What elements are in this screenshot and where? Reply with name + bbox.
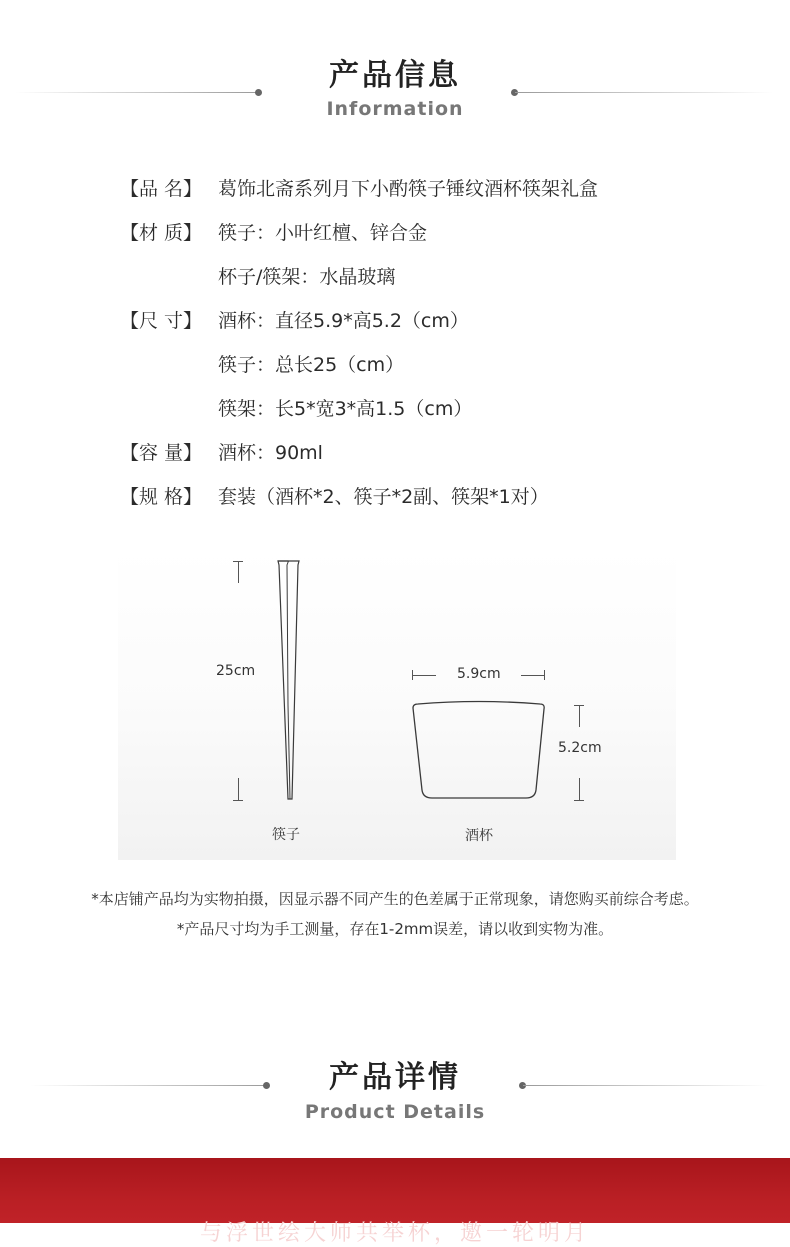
spec-row-size bbox=[120, 308, 469, 334]
spec-value: 筷子：小叶红檀、锌合金 bbox=[218, 222, 428, 244]
spec-value: 筷架：长5*宽3*高1.5（cm） bbox=[218, 398, 473, 420]
spec-row-size-3 bbox=[120, 396, 472, 422]
cup-width-label: 5.9cm bbox=[457, 666, 501, 682]
info-rule-left-dot bbox=[255, 89, 262, 96]
chopsticks-drawing bbox=[270, 555, 310, 805]
spec-value: 酒杯：直径5.9*高5.2（cm） bbox=[218, 310, 469, 332]
spec-row-name bbox=[120, 176, 598, 202]
spec-value: 筷子：总长25（cm） bbox=[218, 354, 405, 376]
cup-width-right-cap bbox=[544, 670, 545, 680]
details-rule-right bbox=[523, 1085, 768, 1086]
chopstick-dim-top-line bbox=[238, 561, 239, 583]
cup-height-label: 5.2cm bbox=[558, 740, 602, 756]
info-rule-left bbox=[15, 92, 258, 93]
spec-row-size-2 bbox=[120, 352, 404, 378]
spec-label: 【品 名】 bbox=[120, 178, 203, 200]
info-subtitle: Information bbox=[326, 98, 464, 120]
spec-label: 【尺 寸】 bbox=[120, 310, 203, 332]
spec-row-spec bbox=[120, 484, 549, 510]
cup-drawing bbox=[408, 700, 550, 804]
spec-label: 【容 量】 bbox=[120, 442, 203, 464]
spec-label: 【规 格】 bbox=[120, 486, 203, 508]
chopstick-length-label: 25cm bbox=[216, 663, 256, 679]
details-banner bbox=[0, 1158, 790, 1246]
cup-width-right-line bbox=[521, 675, 545, 676]
note-size-disclaimer: *产品尺寸均为手工测量，存在1-2mm误差，请以收到实物为准。 bbox=[176, 920, 614, 938]
spec-row-material-2 bbox=[120, 264, 395, 290]
size-illustration bbox=[118, 548, 676, 860]
info-title: 产品信息 bbox=[329, 58, 461, 93]
details-title: 产品详情 bbox=[329, 1060, 461, 1095]
cup-height-bottom-line bbox=[579, 778, 580, 800]
chopstick-dim-bottom-cap bbox=[233, 800, 243, 801]
info-rule-right bbox=[515, 92, 773, 93]
details-rule-left bbox=[30, 1085, 268, 1086]
cup-height-top-line bbox=[579, 705, 580, 727]
spec-value: 酒杯：90ml bbox=[218, 442, 323, 464]
cup-caption: 酒杯 bbox=[465, 828, 493, 844]
cup-height-bottom-cap bbox=[574, 800, 584, 801]
spec-row-material bbox=[120, 220, 427, 246]
chopstick-caption: 筷子 bbox=[272, 827, 300, 843]
banner-text: 与浮世绘大师共举杯，邀一轮明月 bbox=[199, 1221, 590, 1246]
note-color-disclaimer: *本店铺产品均为实物拍摄，因显示器不同产生的色差属于正常现象，请您购买前综合考虑。 bbox=[91, 890, 699, 908]
chopstick-dim-bottom-line bbox=[238, 778, 239, 800]
spec-row-capacity bbox=[120, 440, 323, 466]
cup-width-left-line bbox=[412, 675, 436, 676]
details-rule-left-dot bbox=[263, 1082, 270, 1089]
spec-value: 葛饰北斋系列月下小酌筷子锤纹酒杯筷架礼盒 bbox=[218, 178, 599, 200]
spec-value: 套装（酒杯*2、筷子*2副、筷架*1对） bbox=[218, 486, 549, 508]
details-subtitle: Product Details bbox=[304, 1101, 486, 1123]
spec-value: 杯子/筷架：水晶玻璃 bbox=[218, 266, 396, 288]
spec-label: 【材 质】 bbox=[120, 222, 203, 244]
